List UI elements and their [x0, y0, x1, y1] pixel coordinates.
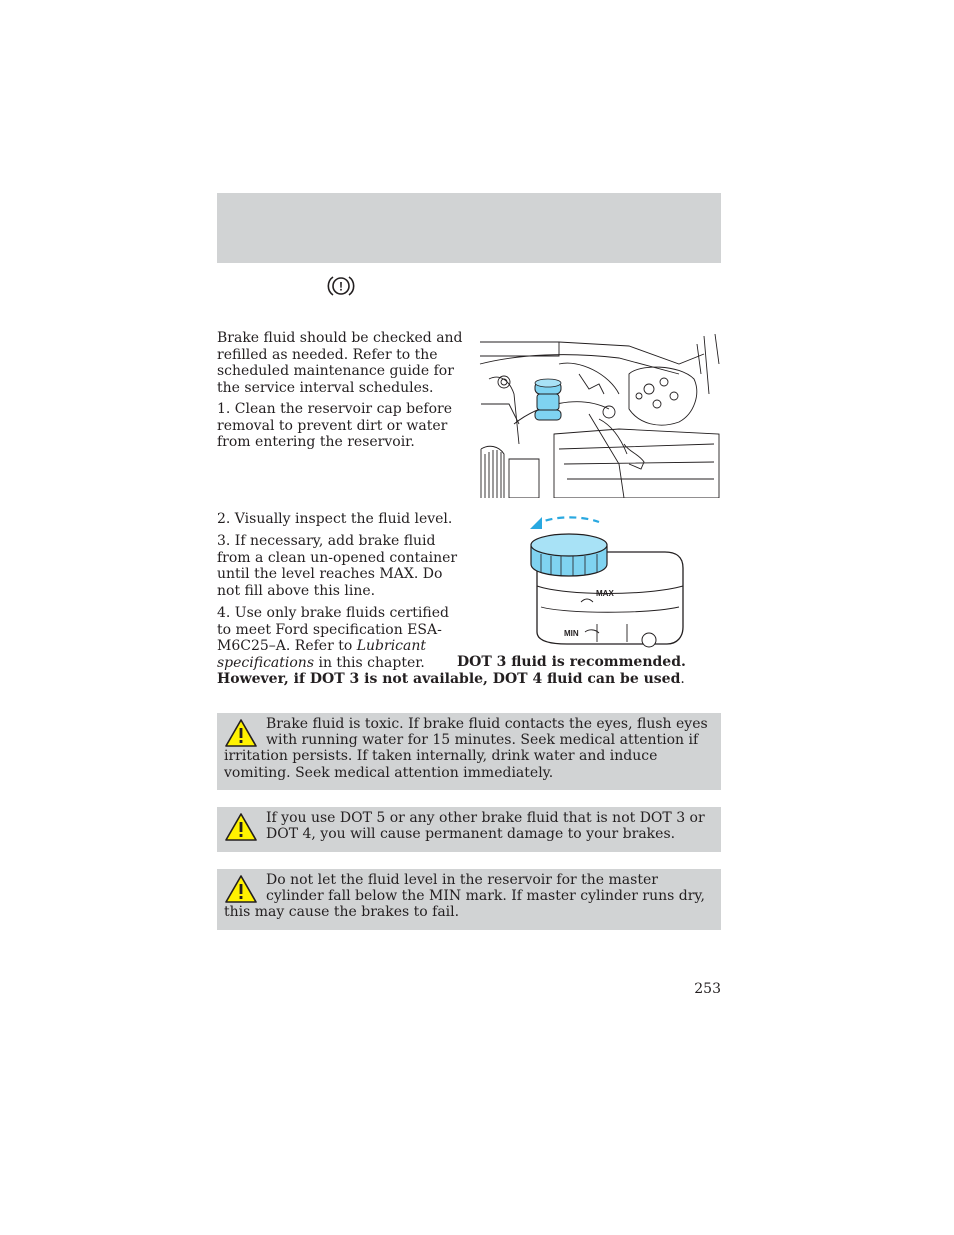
- warning-triangle-icon: [224, 718, 258, 748]
- brake-symbol-glyph: !: [339, 279, 343, 294]
- min-level-label: MIN: [564, 629, 579, 638]
- warning-triangle-icon: [224, 874, 258, 904]
- intro-paragraph: Brake fluid should be checked and refilled as needed. Refer to the scheduled maintenance guide for the service interval schedules.: [217, 330, 463, 396]
- step-4-middle: in this chapter.: [314, 654, 425, 671]
- step-4-emphasis: [217, 654, 717, 687]
- warning-text: Brake fluid is toxic. If brake fluid contacts the eyes, flush eyes with running water for 15 minutes. Seek medical attention if irritation persists. If taken internally, drink water and induce vomiting. Seek medical attention immediately.: [224, 716, 708, 781]
- step-4-prefix: 4. Use only brake fluids certified to meet Ford specification ESA-M6C25–A. Refer to: [217, 605, 449, 654]
- step-4-italic: Lubricant specifications: [217, 638, 427, 671]
- step-2: 2. Visually inspect the fluid level.: [217, 511, 453, 527]
- step-4-bold: DOT 3 fluid is recommended. However, if DOT 3 is not available, DOT 4 fluid can be used: [217, 654, 686, 687]
- step-4-suffix: .: [680, 670, 685, 687]
- step-3: 3. If necessary, add brake fluid from a clean un-opened container until the level reaches MAX. Do not fill above this line.: [217, 533, 458, 599]
- brake-warning-icon: [326, 274, 356, 298]
- section-header-band: [217, 193, 721, 263]
- warning-text: Do not let the fluid level in the reservoir for the master cylinder fall below the MIN mark. If master cylinder runs dry, this may cause the brakes to fail.: [224, 872, 705, 921]
- warning-text: If you use DOT 5 or any other brake fluid that is not DOT 3 or DOT 4, you will cause permanent damage to your brakes.: [266, 810, 705, 843]
- engine-compartment-illustration: [479, 334, 721, 498]
- page-number: 253: [694, 981, 721, 997]
- warning-box-toxic: [217, 713, 721, 790]
- warning-box-dot5: [217, 807, 721, 852]
- warning-triangle-icon: [224, 812, 258, 842]
- rotate-arrow-icon: [530, 517, 542, 529]
- warning-box-min-level: [217, 869, 721, 930]
- max-level-label: MAX: [596, 589, 614, 598]
- brake-fluid-reservoir-illustration: [527, 512, 687, 654]
- step-1: 1. Clean the reservoir cap before removal to prevent dirt or water from entering the reservoir.: [217, 401, 453, 450]
